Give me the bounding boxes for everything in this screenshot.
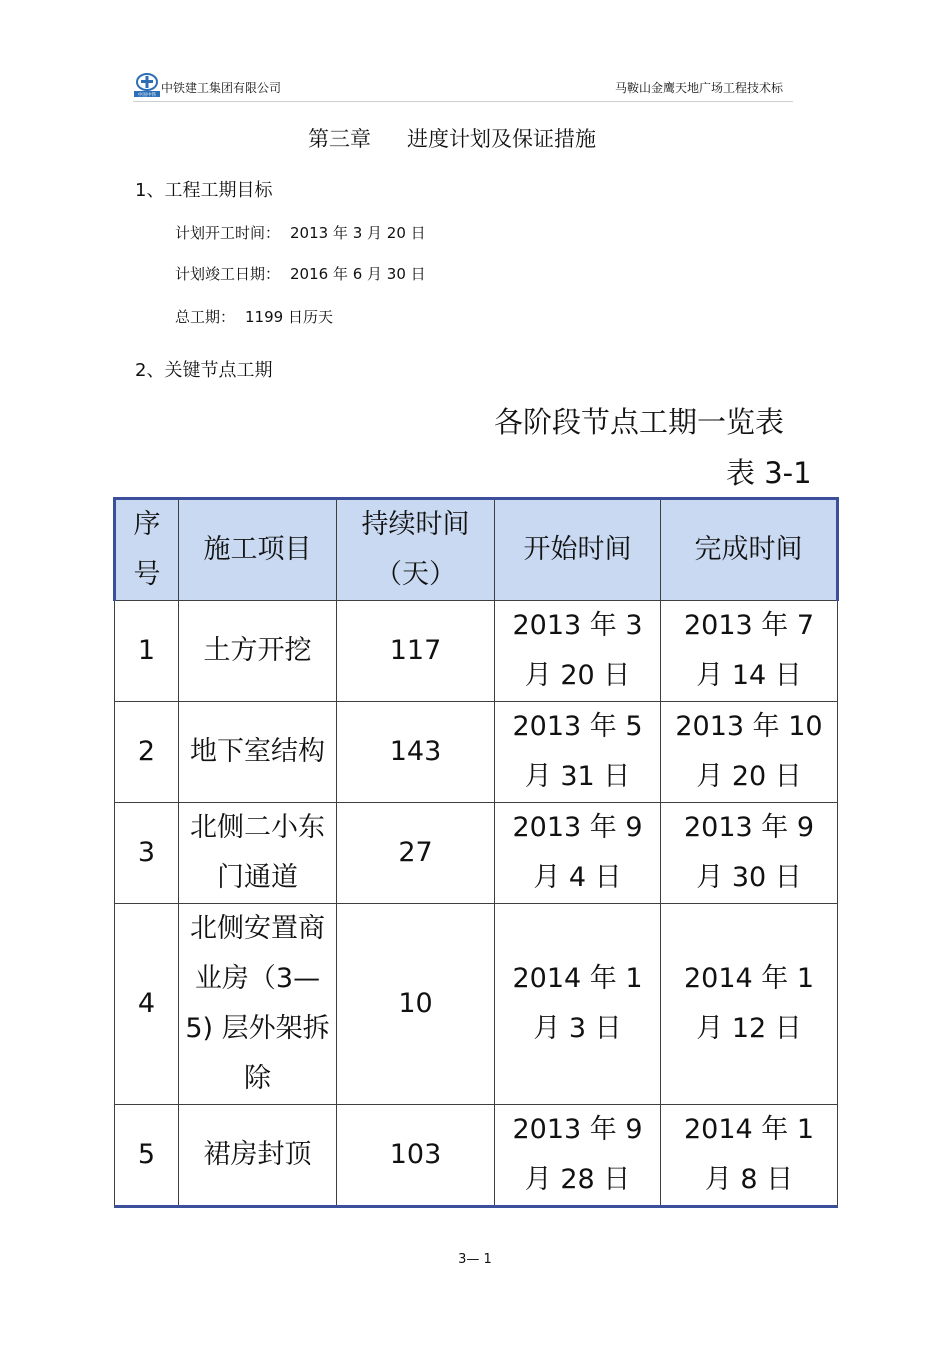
row-duration: 27	[337, 803, 495, 904]
crcc-logo-icon	[133, 72, 161, 98]
row-item: 北侧二小东门通道	[179, 803, 337, 904]
table-row	[115, 1105, 838, 1207]
milestone-table	[113, 497, 839, 1208]
row-no: 3	[115, 803, 179, 904]
row-start: 2013 年 9 月 28 日	[495, 1105, 661, 1207]
row-no: 5	[115, 1105, 179, 1207]
row-end: 2013 年 10 月 20 日	[661, 702, 838, 803]
row-no: 4	[115, 904, 179, 1105]
total-duration-label: 总工期：	[175, 308, 236, 326]
svg-text:中国中铁: 中国中铁	[137, 93, 157, 98]
header-start: 开始时间	[495, 499, 661, 601]
table-row	[115, 702, 838, 803]
section-heading-schedule-goal: 1、工程工期目标	[135, 180, 273, 201]
row-item: 地下室结构	[179, 702, 337, 803]
row-item: 裙房封顶	[179, 1105, 337, 1207]
planned-start-label: 计划开工时间：	[175, 224, 281, 242]
company-name: 中铁建工集团有限公司	[161, 81, 282, 95]
chapter-title	[308, 126, 596, 152]
row-item: 土方开挖	[179, 601, 337, 702]
row-duration: 103	[337, 1105, 495, 1207]
table-title: 各阶段节点工期一览表	[494, 405, 785, 439]
row-start: 2013 年 3 月 20 日	[495, 601, 661, 702]
row-duration: 143	[337, 702, 495, 803]
row-no: 2	[115, 702, 179, 803]
row-end: 2013 年 7 月 14 日	[661, 601, 838, 702]
row-duration: 10	[337, 904, 495, 1105]
table-row	[115, 904, 838, 1105]
planned-start-value: 2013 年 3 月 20 日	[290, 224, 426, 242]
row-no: 1	[115, 601, 179, 702]
total-duration-line	[175, 307, 333, 327]
table-row	[115, 803, 838, 904]
row-end: 2014 年 1 月 8 日	[661, 1105, 838, 1207]
section-heading-key-milestones: 2、关键节点工期	[135, 360, 273, 381]
header-end: 完成时间	[661, 499, 838, 601]
row-duration: 117	[337, 601, 495, 702]
row-item: 北侧安置商业房（3—5) 层外架拆除	[179, 904, 337, 1105]
planned-start-line	[175, 223, 426, 243]
planned-finish-label: 计划竣工日期：	[175, 265, 281, 283]
row-end: 2014 年 1 月 12 日	[661, 904, 838, 1105]
planned-finish-line	[175, 264, 426, 284]
row-start: 2014 年 1 月 3 日	[495, 904, 661, 1105]
page-number: 3— 1	[458, 1252, 492, 1267]
chapter-number: 第三章	[308, 127, 371, 151]
row-end: 2013 年 9 月 30 日	[661, 803, 838, 904]
planned-finish-value: 2016 年 6 月 30 日	[290, 265, 426, 283]
project-name: 马鞍山金鹰天地广场工程技术标	[614, 81, 783, 95]
header-item: 施工项目	[179, 499, 337, 601]
header-no: 序号	[115, 499, 179, 601]
header-duration: 持续时间（天）	[337, 499, 495, 601]
chapter-name: 进度计划及保证措施	[407, 127, 596, 151]
table-number: 表 3-1	[726, 456, 812, 490]
header-divider	[133, 101, 793, 102]
table-row	[115, 601, 838, 702]
row-start: 2013 年 9 月 4 日	[495, 803, 661, 904]
row-start: 2013 年 5 月 31 日	[495, 702, 661, 803]
table-header-row	[115, 499, 838, 601]
total-duration-value: 1199 日历天	[245, 308, 333, 326]
page-header	[133, 72, 793, 102]
